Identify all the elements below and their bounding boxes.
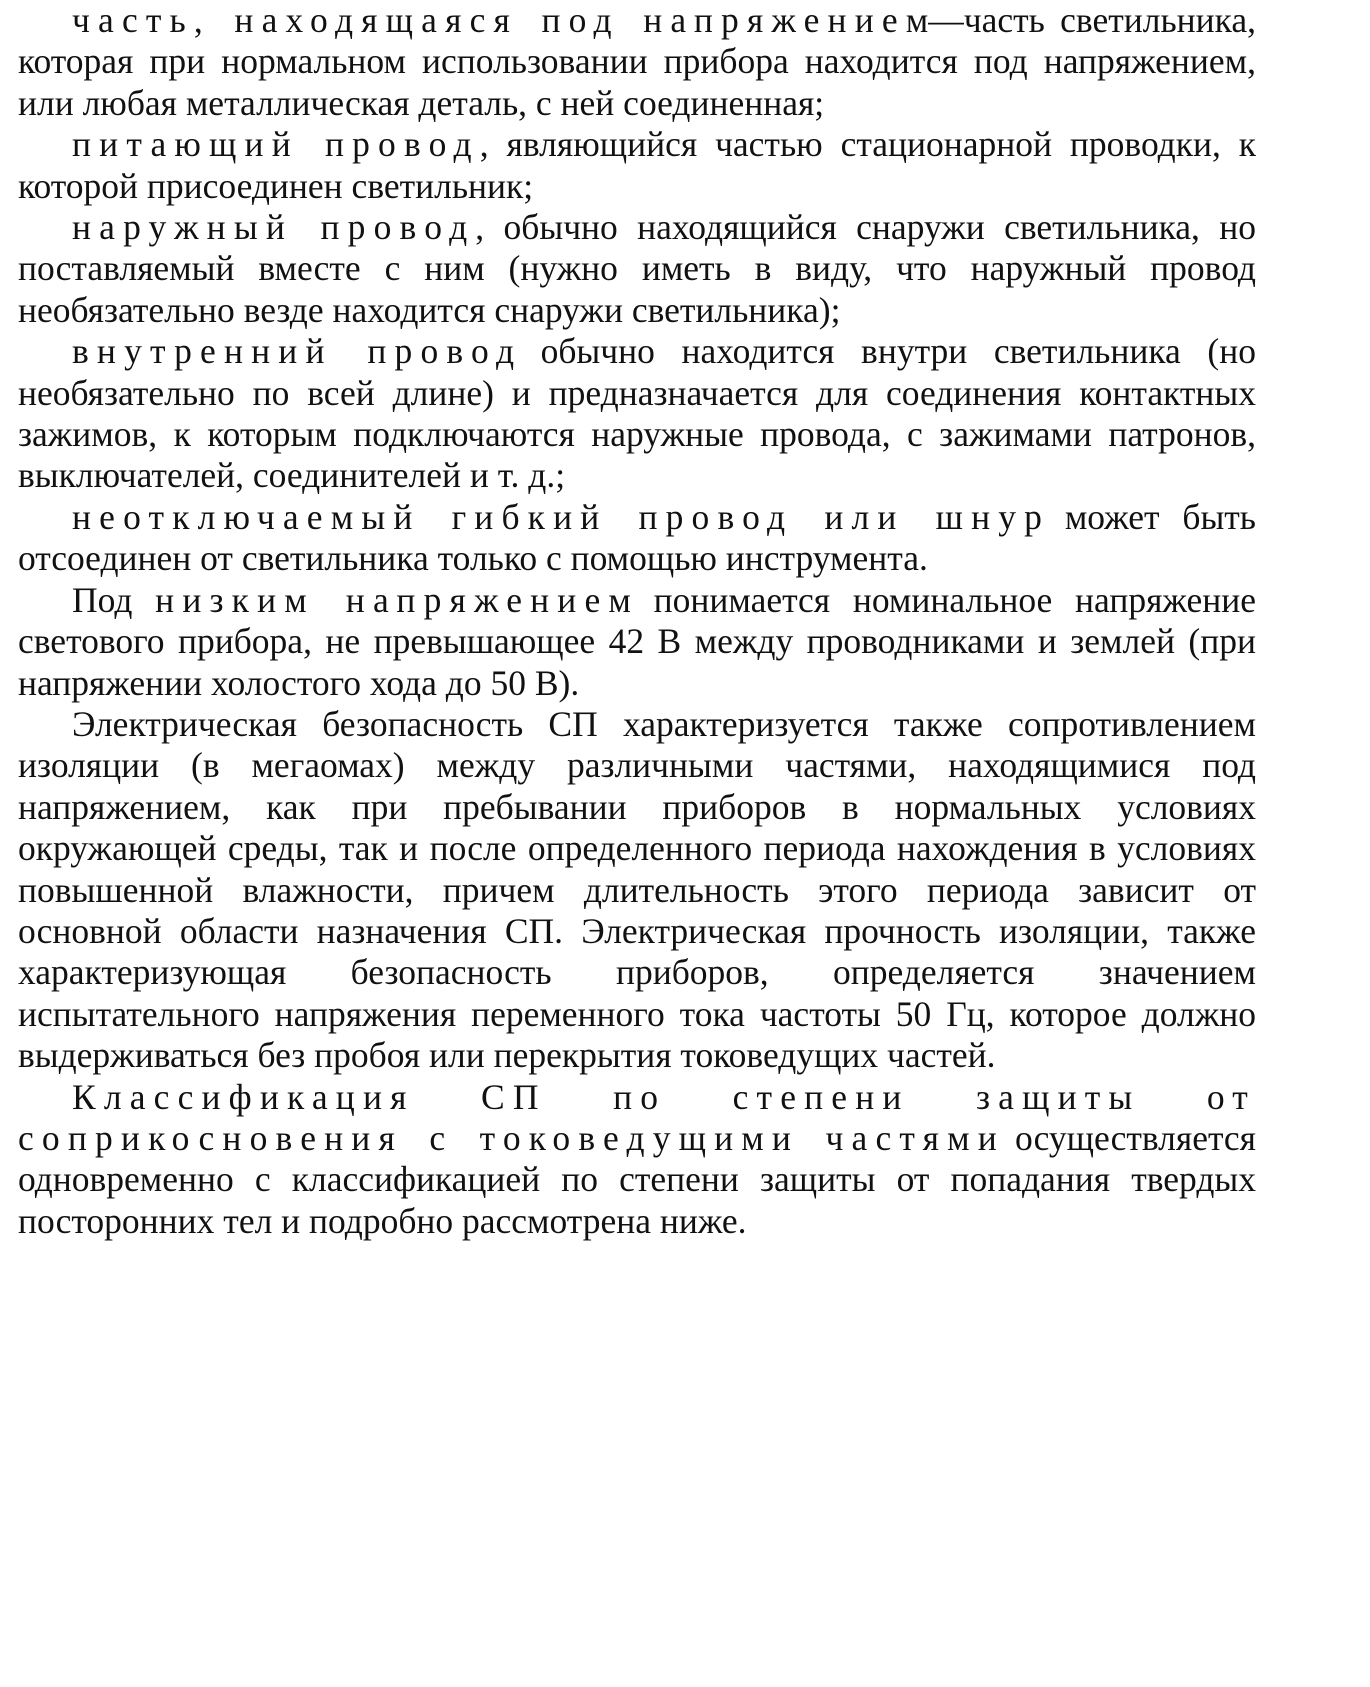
term-low-voltage: низким напряжением [155,579,640,620]
term-internal-wire: внутренний провод [72,331,523,372]
term-classification: Классификация СП по степени защиты от соприкосновения с токоведущими частями [18,1076,1256,1158]
definition-live-part: —часть светильника, которая при нормальном использовании прибора находится под напряжением, или любая металлическая деталь, с ней соединенная; [18,0,1256,123]
term-external-wire: наружный провод, [72,207,493,248]
definition-external-wire: обычно находящийся снаружи светильника, но поставляемый вместе с ним (нужно иметь в виду, что наружный провод необязательно везде находится снаружи светильника); [18,207,1257,330]
definition-non-detachable-cord: может быть отсоединен от светильника только с помощью инструмента. [18,496,1256,579]
paragraph-low-voltage [18,580,1256,704]
paragraph-electrical-safety [18,704,1256,1077]
paragraph-live-part [18,0,1256,124]
definition-low-voltage: понимается номинальное напряжение светового прибора, не превышающее 42 В между проводниками и землей (при напряжении холостого хода до 50 В). [18,579,1256,703]
term-supply-wire: питающий провод, [72,124,497,165]
paragraph-external-wire [18,207,1256,331]
document-page [18,0,1256,1242]
term-live-part: часть, находящаяся под напряжением [72,0,937,40]
paragraph-internal-wire [18,331,1256,497]
term-non-detachable-cord: неотключаемый гибкий провод или шнур [72,496,1051,537]
definition-internal-wire: обычно находится внутри светильника (но необязательно по всей длине) и предназначается для соединения контактных зажимов, к которым подключаются наружные провода, с зажимами патронов, выключателей, соединителей и т. д.; [18,331,1256,496]
paragraph-non-detachable-cord [18,497,1256,580]
paragraph-classification [18,1077,1256,1243]
paragraph-supply-wire [18,124,1256,207]
definition-supply-wire: являющийся частью стационарной проводки, к которой присоединен светильник; [18,124,1257,206]
definition-classification: осуществляется одновременно с классификацией по степени защиты от попадания твердых посторонних тел и подробно рассмотрена ниже. [18,1117,1256,1241]
body-electrical-safety: Электрическая безопасность СП характеризуется также сопротивлением изоляции (в мегаомах) между различными частями, находящимися под напряжением, как при пребывании приборов в нормальных условиях окружающей среды, так и после определенного периода нахождения в условиях повышенной влажности, причем длительность этого периода зависит от основной области назначения СП. Электрическая прочность изоляции, также характеризующая безопасность приборов, определяется значением испытательного напряжения переменного тока частоты 50 Гц, которое должно выдерживаться без пробоя или перекрытия токоведущих частей. [18,703,1256,1076]
lead-low-voltage: Под [72,579,156,620]
